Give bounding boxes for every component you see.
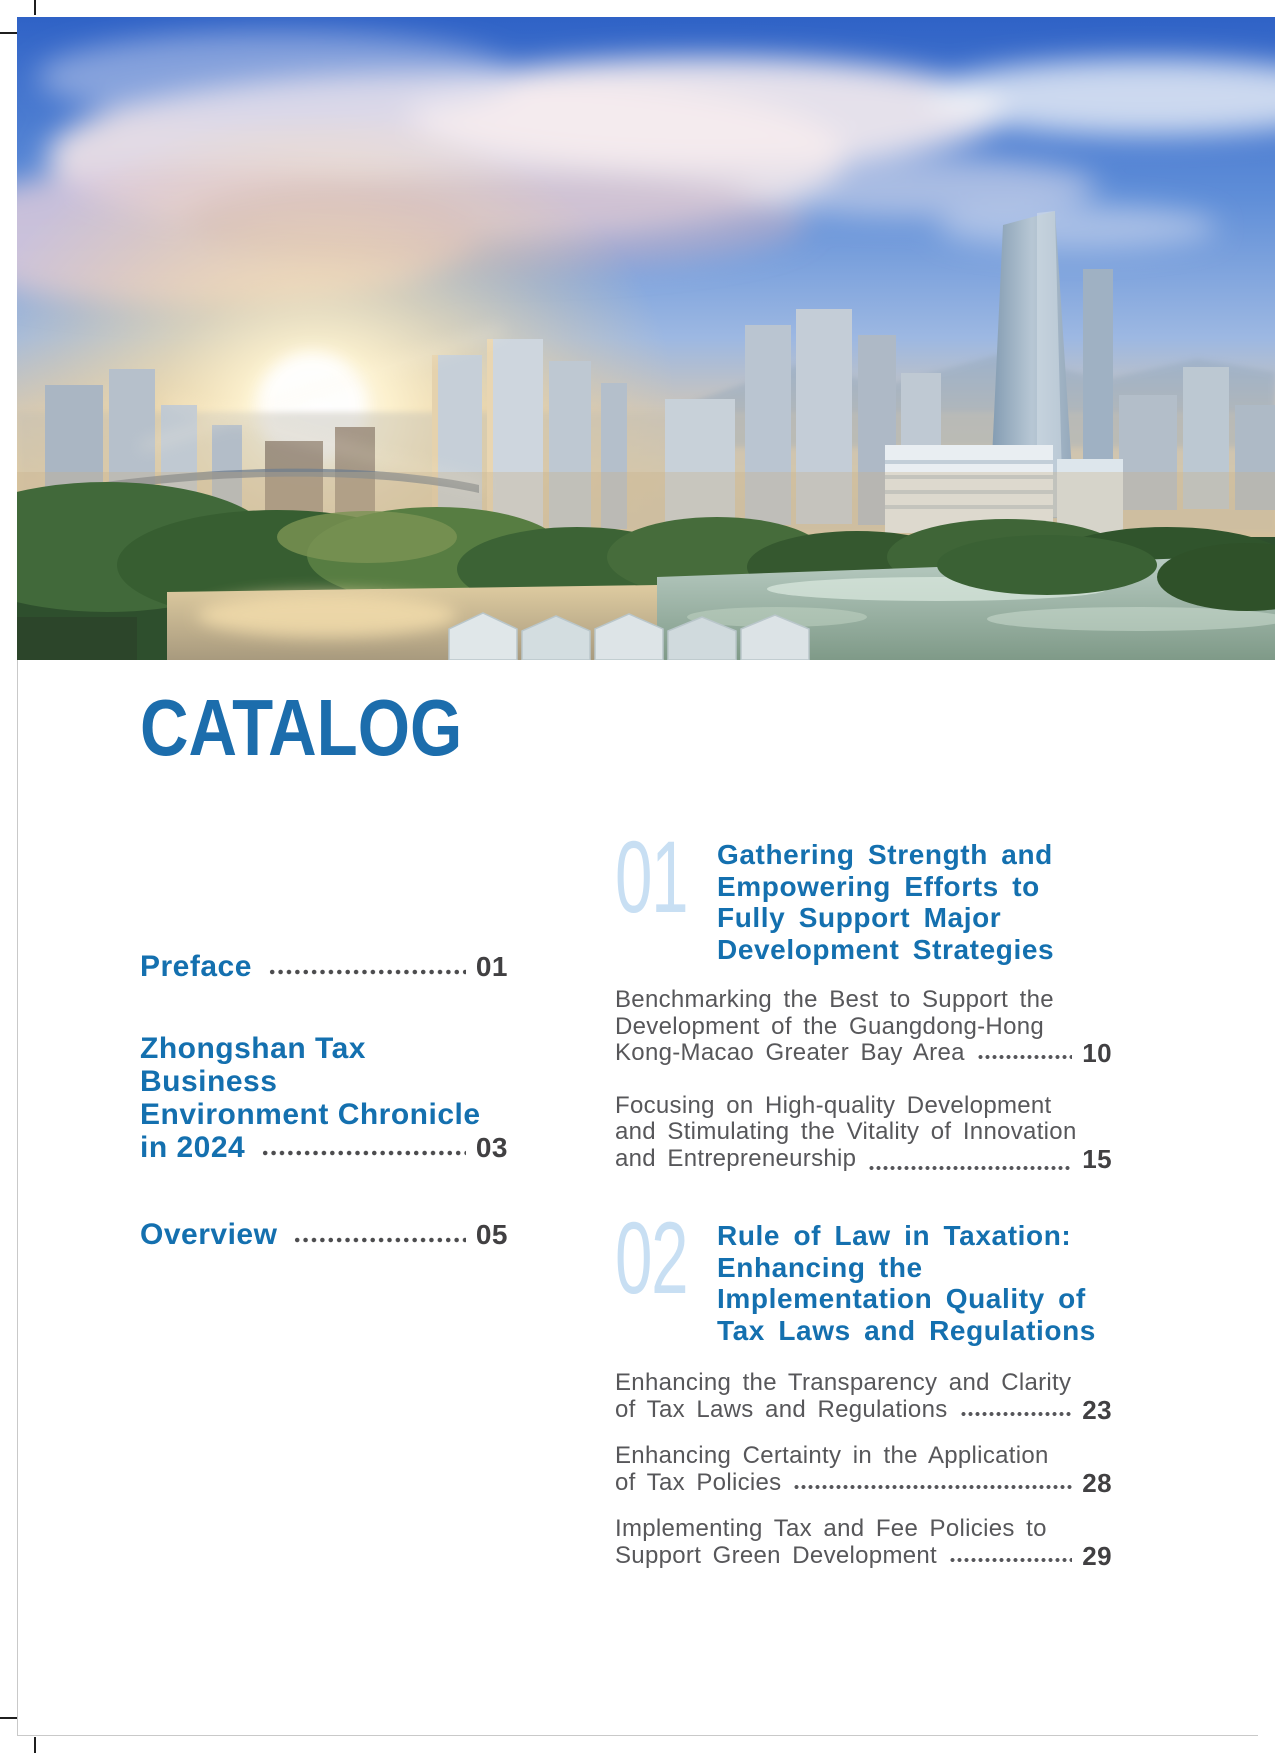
toc-entry-transparency[interactable]	[615, 1370, 1112, 1423]
section-entries	[615, 987, 1112, 1172]
section-title-line: Implementation Quality of	[717, 1283, 1086, 1314]
section-title-line: Fully Support Major	[717, 902, 1002, 933]
section-title-line: Enhancing the	[717, 1251, 923, 1283]
page-number: 29	[1082, 1540, 1112, 1571]
page-number: 01	[475, 951, 508, 982]
toc-entry-bay-area[interactable]	[615, 987, 1112, 1067]
page-number: 28	[1082, 1467, 1112, 1498]
dotted-leader	[977, 1054, 1072, 1060]
dotted-leader	[268, 969, 466, 975]
section-entries	[615, 1370, 1112, 1569]
section-number-wrap	[615, 1201, 717, 1346]
toc-entry-label-line: Implementing Tax and Fee Policies to	[615, 1515, 1047, 1542]
section-number: 02	[615, 1201, 688, 1315]
page-number: 05	[475, 1219, 508, 1250]
toc-entry-label-line: Development of the Guangdong-Hong	[615, 1012, 1045, 1040]
toc-entry-label-line: Benchmarking the Best to Support the	[615, 986, 1054, 1013]
page-frame-line	[17, 1735, 1258, 1736]
toc-entry-label-line: Enhancing Certainty in the Application	[615, 1442, 1049, 1469]
page-title: CATALOG	[140, 683, 463, 772]
page-number: 03	[475, 1132, 508, 1163]
section-number: 01	[615, 820, 688, 934]
section-title-line: Empowering Efforts to	[717, 870, 1040, 902]
dotted-leader	[261, 1150, 466, 1156]
toc-entry-innovation[interactable]	[615, 1093, 1112, 1173]
toc-entry-chronicle[interactable]	[140, 1032, 508, 1164]
toc-entry-label-line: Support Green Development	[615, 1541, 938, 1569]
toc-entry-overview[interactable]	[140, 1218, 508, 1251]
toc-section-01	[615, 820, 1112, 1174]
page-number: 10	[1082, 1038, 1112, 1068]
section-title-line: Development Strategies	[717, 933, 1055, 965]
toc-entry-label-line: and Stimulating the Vitality of Innovation	[615, 1118, 1077, 1145]
section-title-line: Gathering Strength and	[717, 839, 1053, 870]
toc-entry-label-line: of Tax Laws and Regulations	[615, 1395, 948, 1423]
dotted-leader	[868, 1165, 1072, 1171]
page-number: 15	[1082, 1143, 1112, 1174]
page-number: 23	[1082, 1394, 1112, 1425]
cityscape-sunset-illustration	[17, 17, 1275, 660]
crop-mark	[0, 32, 17, 34]
toc-entry-label-line: Focusing on High-quality Development	[615, 1091, 1052, 1119]
toc-left-column	[140, 683, 508, 1251]
dotted-leader	[293, 1237, 465, 1243]
section-title-line: Tax Laws and Regulations	[717, 1314, 1096, 1346]
toc-entry-label-line: Zhongshan Tax Business	[140, 1032, 366, 1098]
toc-entry-label-line: in 2024	[140, 1131, 246, 1164]
toc-entry-label: Preface	[140, 950, 252, 983]
section-header	[615, 1201, 1112, 1346]
crop-mark	[34, 1737, 36, 1753]
toc-section-02	[615, 1201, 1112, 1571]
toc-entry-certainty[interactable]	[615, 1443, 1112, 1496]
toc-entry-label-line: Environment Chronicle	[140, 1098, 481, 1131]
toc-entry-preface[interactable]	[140, 950, 508, 983]
crop-mark	[34, 0, 36, 15]
section-title	[717, 1214, 1096, 1346]
section-header	[615, 820, 1112, 965]
section-title-line: Rule of Law in Taxation:	[717, 1220, 1072, 1251]
dotted-leader	[793, 1484, 1072, 1490]
toc-entry-label-line: and Entrepreneurship	[615, 1144, 857, 1172]
toc-entry-label-line: of Tax Policies	[615, 1468, 782, 1496]
dotted-leader	[949, 1557, 1072, 1563]
dotted-leader	[960, 1411, 1073, 1417]
toc-entry-label-line: Kong-Macao Greater Bay Area	[615, 1039, 965, 1066]
toc-list	[140, 950, 508, 1251]
toc-entry-green-development[interactable]	[615, 1516, 1112, 1569]
crop-mark	[0, 1717, 17, 1719]
toc-entry-label: Overview	[140, 1218, 278, 1251]
toc-right-column	[615, 820, 1112, 1571]
section-number-wrap	[615, 820, 717, 965]
toc-entry-label-line: Enhancing the Transparency and Clarity	[615, 1369, 1072, 1396]
section-title	[717, 833, 1054, 965]
cover-photo	[17, 17, 1275, 660]
